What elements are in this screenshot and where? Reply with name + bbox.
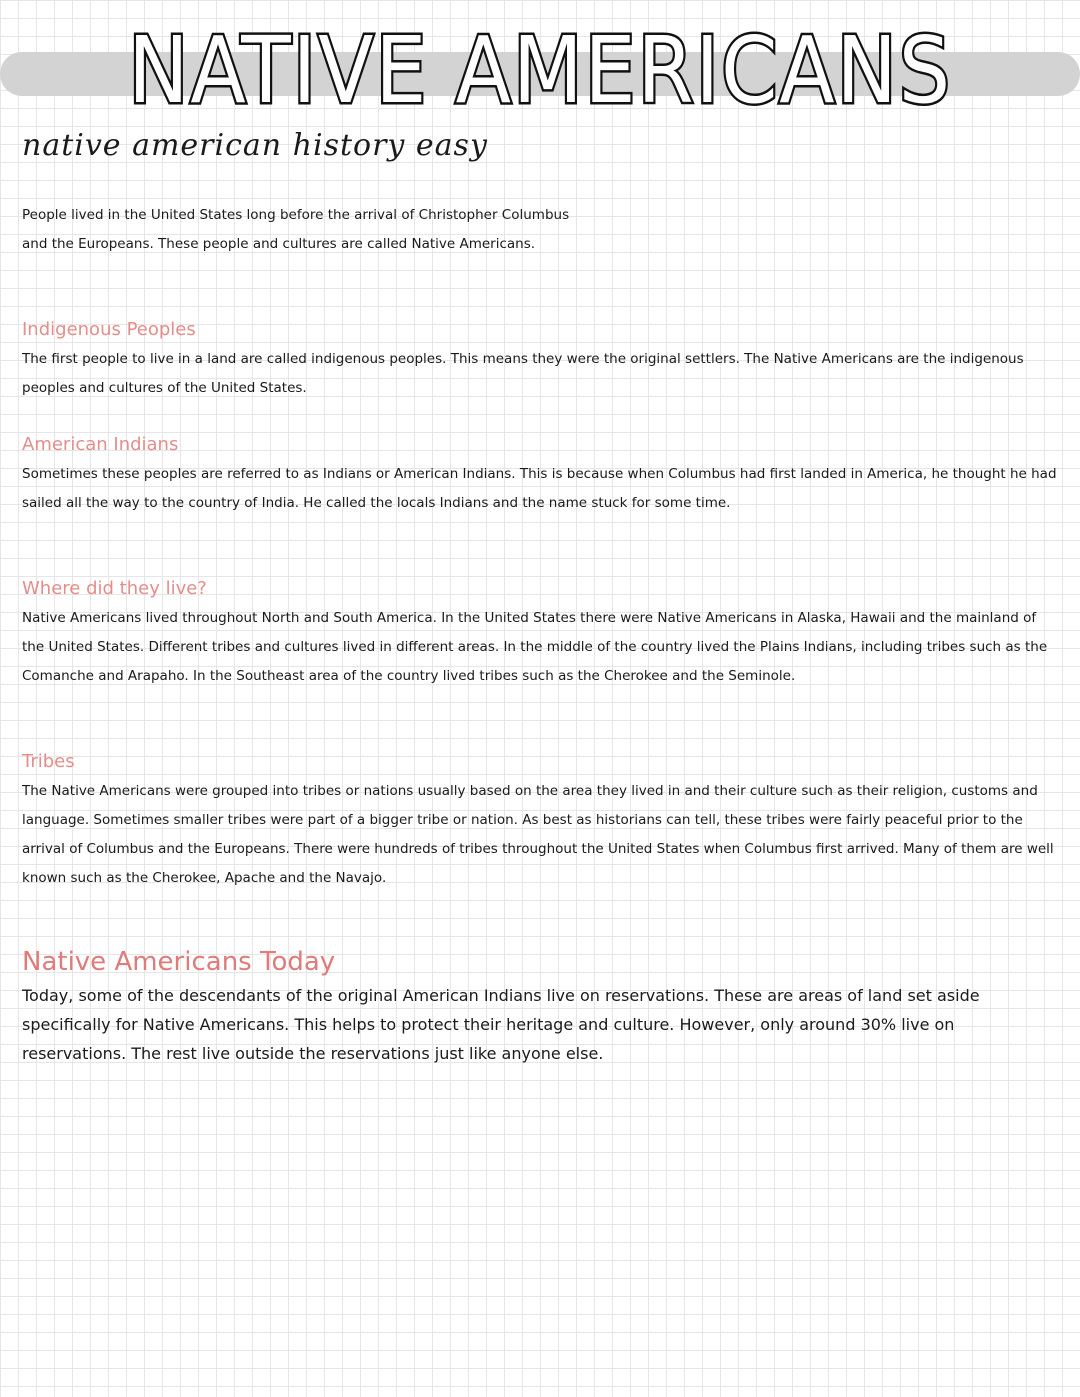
page-title: NATIVE AMERICANS	[128, 17, 952, 124]
section-heading: Tribes	[22, 751, 75, 772]
section-body: Native Americans lived throughout North and South America. In the United States there were Native Americans in Alaska, Hawaii and the mainland of the United States. Different tribes and cultures lived in different areas. In the middle of the country lived the Plains Indians, including tribes such as the Comanche and Arapaho. In the Southeast area of the country lived tribes such as the Cherokee and the Seminole.	[22, 610, 1048, 684]
intro-paragraph: People lived in the United States long before the arrival of Christopher Columbus and the Europeans. These people and cultures are called Native Americans.	[22, 207, 570, 252]
section-body: Sometimes these peoples are referred to as Indians or American Indians. This is because when Columbus had first landed in America, he thought he had sailed all the way to the country of India. He called the locals Indians and the name stuck for some time.	[22, 466, 1057, 511]
section-tribes	[22, 747, 1062, 893]
section-heading: Indigenous Peoples	[22, 319, 196, 340]
page-subtitle: native american history easy	[22, 128, 488, 163]
section-native-americans-today	[22, 943, 1062, 1068]
section-body: The first people to live in a land are called indigenous peoples. This means they were the original settlers. The Native Americans are the indigenous peoples and cultures of the United States.	[22, 351, 1024, 396]
section-indigenous-peoples	[22, 315, 1062, 403]
section-heading: American Indians	[22, 434, 179, 455]
section-heading: Native Americans Today	[22, 947, 336, 977]
section-american-indians	[22, 430, 1062, 518]
section-heading: Where did they live?	[22, 578, 207, 599]
section-body: Today, some of the descendants of the original American Indians live on reservations. These are areas of land set aside specifically for Native Americans. This helps to protect their heritage and culture. However, only around 30% live on reservations. The rest live outside the reservations just like anyone else.	[22, 986, 980, 1063]
section-body: The Native Americans were grouped into tribes or nations usually based on the area they lived in and their culture such as their religion, customs and language. Sometimes smaller tribes were part of a bigger tribe or nation. As best as historians can tell, these tribes were fairly peaceful prior to the arrival of Columbus and the Europeans. There were hundreds of tribes throughout the United States when Columbus first arrived. Many of them are well known such as the Cherokee, Apache and the Navajo.	[22, 783, 1054, 886]
section-where-did-they-live	[22, 574, 1062, 691]
